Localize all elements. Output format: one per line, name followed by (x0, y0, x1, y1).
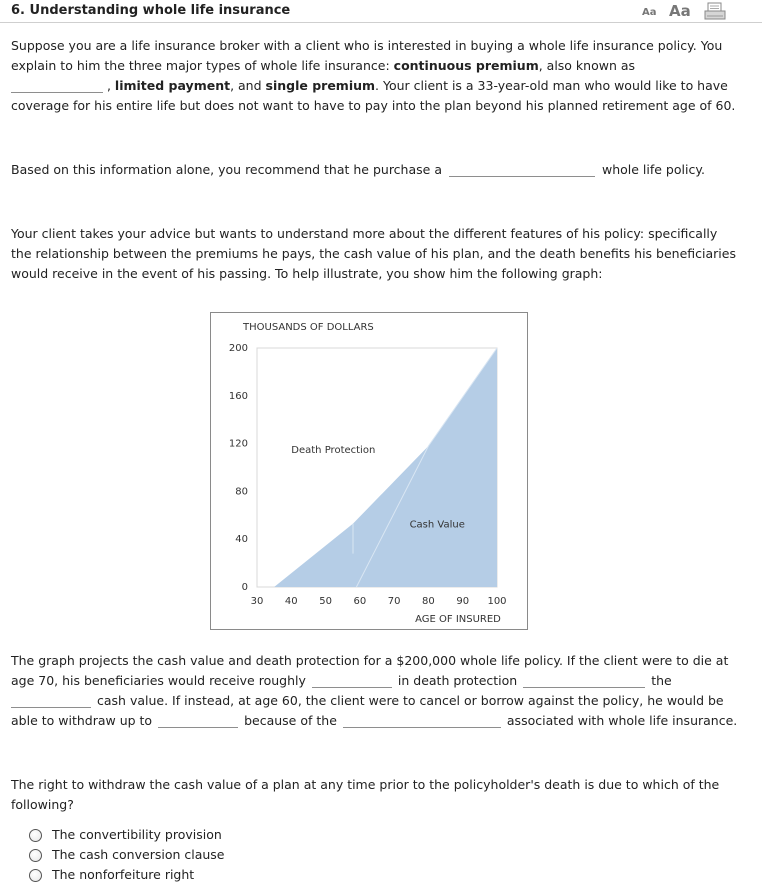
increase-font-button[interactable]: Aa (669, 2, 691, 20)
term-limited-payment: limited payment (114, 78, 231, 93)
y-tick-label: 40 (235, 534, 248, 546)
x-tick-label: 50 (319, 596, 332, 607)
advice-paragraph: Your client takes your advice but wants to understand more about the different features of his policy: specifically the relationship between the premiums he pays, the cash value of his plan, and the death benefits his beneficiaries would receive in the event of his passing. To help illustrate, you show him the following graph: (11, 226, 736, 281)
radio-button[interactable] (29, 829, 42, 842)
chart-areas (274, 348, 497, 587)
intro-text-1: Suppose you are a life insurance broker with a client who is interested in buying a whole life insurance policy. You explain to him the three major types of whole life insurance: (11, 38, 723, 73)
x-tick-label: 80 (422, 596, 435, 607)
option-label: The cash conversion clause (52, 847, 225, 862)
intro-text-2: , also known as (538, 58, 636, 73)
x-tick-label: 60 (353, 596, 367, 607)
graph-text-6: associated with whole life insurance. (506, 713, 738, 728)
policy-type-dropdown[interactable] (449, 162, 595, 177)
recommend-sentence (11, 160, 741, 180)
x-tick-label: 100 (487, 596, 507, 607)
recommend-text-1: Based on this information alone, you recommend that he purchase a (11, 162, 442, 177)
print-icon[interactable] (704, 2, 726, 21)
recommend-text-2: whole life policy. (601, 162, 705, 177)
withdraw-question: The right to withdraw the cash value of a plan at any time prior to the policyholder's death is due to which of the following? (11, 777, 720, 812)
y-axis (229, 343, 248, 593)
insurance-graph (210, 312, 528, 630)
x-tick-label: 90 (456, 596, 470, 607)
graph-question-paragraph (11, 651, 741, 731)
cash-value-dropdown[interactable] (11, 693, 91, 708)
x-tick-label: 30 (250, 596, 264, 607)
term-continuous-premium: continuous premium (393, 58, 539, 73)
y-tick-label: 160 (228, 390, 248, 402)
graph-text-5: because of the (244, 713, 337, 728)
chart-svg (211, 313, 529, 631)
also-known-as-dropdown[interactable] (11, 78, 103, 93)
y-tick-label: 0 (241, 582, 248, 593)
x-tick-label: 40 (284, 596, 298, 607)
death-protection-label: Death Protection (291, 445, 376, 457)
chart-title: THOUSANDS OF DOLLARS (243, 322, 374, 333)
y-tick-label: 200 (228, 343, 248, 354)
x-axis (251, 596, 507, 607)
withdraw-amount-dropdown[interactable] (158, 713, 238, 728)
feature-dropdown[interactable] (343, 713, 501, 728)
y-tick-label: 80 (235, 486, 248, 498)
intro-text-3: , (103, 78, 115, 93)
option-label: The convertibility provision (52, 827, 222, 842)
x-axis-label: AGE OF INSURED (415, 614, 501, 625)
y-tick-label: 120 (228, 438, 248, 450)
intro-text-5: . Your client is a 33-year-old man who would like to have coverage for his entire life but does not want to have to pay into the plan beyond his planned retirement age of 60. (11, 78, 736, 113)
cash-value-label: Cash Value (409, 519, 465, 531)
intro-text-4: , and (230, 78, 266, 93)
intro-paragraph (11, 36, 741, 116)
graph-text-3: the (651, 673, 672, 688)
radio-button[interactable] (29, 869, 42, 882)
decrease-font-button[interactable]: Aa (642, 7, 657, 18)
death-protection-area (274, 348, 497, 587)
graph-text-4: cash value. If instead, at age 60, the client were to cancel or borrow against the policy, he would be able to withdraw up to (11, 693, 724, 728)
radio-button[interactable] (29, 849, 42, 862)
comparison-dropdown[interactable] (523, 673, 645, 688)
graph-text-2: in death protection (397, 673, 518, 688)
graph-text-1: The graph projects the cash value and death protection for a $200,000 whole life policy. If the client were to die at age 70, his beneficiaries would receive roughly (11, 653, 729, 688)
question-title: 6. Understanding whole life insurance (11, 3, 291, 18)
term-single-premium: single premium (265, 78, 376, 93)
death-protection-dropdown[interactable] (312, 673, 392, 688)
x-tick-label: 70 (387, 596, 401, 607)
option-label: The nonforfeiture right (52, 867, 195, 882)
header-divider (0, 22, 762, 23)
